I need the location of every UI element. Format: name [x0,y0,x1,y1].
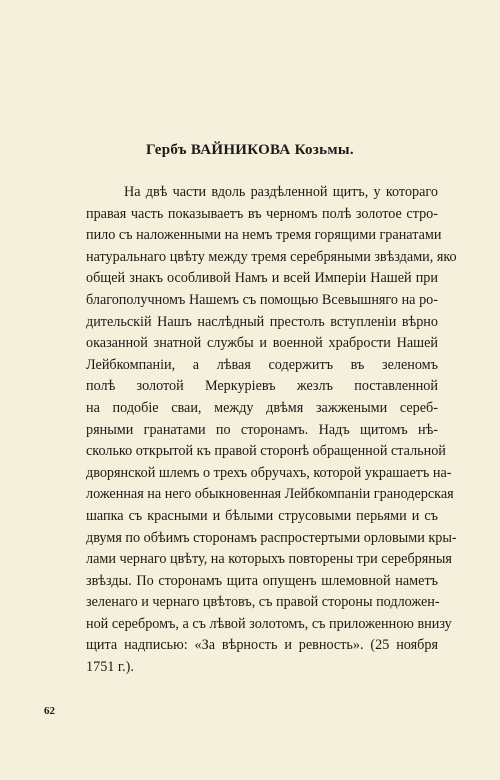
body-line: ложенная на него обыкновенная Лейбкомпаніи гранодерская [86,486,454,503]
body-line: оказанной знатной службы и военной храбрости Нашей [86,335,438,352]
body-line: Лейбкомпаніи, а лѣвая содержитъ въ зеленомъ [86,356,438,373]
body-line: благополучномъ Нашемъ съ помощью Всевышняго на ро- [86,291,438,308]
body-line: полѣ золотой Меркуріевъ жезлъ поставленной [86,378,438,395]
document-title: Гербъ ВАЙНИКОВА Козьмы. [146,142,354,158]
body-line: правая часть показываетъ въ черномъ полѣ золотое стро- [86,205,438,222]
document-body [86,182,457,679]
body-line: общей знакъ особливой Намъ и всей Имперіи Нашей при [86,270,438,287]
body-line: зеленаго и чернаго цвѣтовъ, съ правой стороны подложен- [86,594,440,611]
body-line: пило съ наложенными на немъ тремя горящими гранатами [86,227,442,244]
body-line: ной серебромъ, а съ лѣвой золотомъ, съ приложенною внизу [86,615,452,632]
body-line: дворянской шлемъ о трехъ обручахъ, которой украшаетъ на- [86,464,452,481]
body-line: лами чернаго цвѣту, на которыхъ повторены три серебряныя [86,551,452,568]
body-line: На двѣ части вдоль раздѣленной щитъ, у котораго [124,184,438,200]
body-line: 1751 г.). [86,659,134,676]
body-line: двумя по обѣимъ сторонамъ распростертыми орловыми кры- [86,529,457,546]
body-line: звѣзды. По сторонамъ щита опущенъ шлемовной наметъ [86,572,438,589]
body-line: щита надписью: «За вѣрность и ревность». (25 ноября [86,637,438,654]
page-number: 62 [44,705,55,717]
body-line: натуральнаго цвѣту между тремя серебряными звѣздами, яко [86,248,457,265]
body-line: сколько открытой къ правой сторонѣ обращенной стальной [86,443,446,460]
body-line: шапка съ красными и бѣлыми струсовыми перьями и съ [86,507,438,524]
body-line: на подобіе сваи, между двѣмя зажжеными сереб- [86,399,438,416]
body-line: дительскій Нашъ наслѣдный престолъ вступленіи вѣрно [86,313,438,330]
body-line: ряными гранатами по сторонамъ. Надъ щитомъ нѣ- [86,421,438,438]
